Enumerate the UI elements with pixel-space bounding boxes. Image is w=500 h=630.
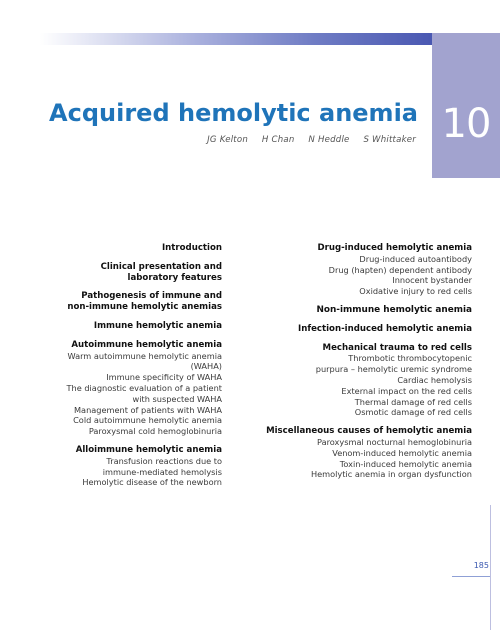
page-number-rule xyxy=(452,576,490,577)
toc-section-heading: Infection-induced hemolytic anemia xyxy=(298,323,472,334)
toc-section-heading: Drug-induced hemolytic anemia xyxy=(317,243,472,253)
toc-subentry: Hemolytic anemia in organ dysfunction xyxy=(310,469,472,480)
author: N Heddle xyxy=(308,135,350,145)
toc-section-heading: Clinical presentation and xyxy=(100,261,222,272)
toc-subentry: with suspected WAHA xyxy=(132,393,222,404)
toc-subentry: Thrombotic thrombocytopenic xyxy=(348,353,472,364)
page-number: 185 xyxy=(473,561,489,570)
toc-spacer xyxy=(60,254,222,262)
toc-subentry: Drug (hapten) dependent antibody xyxy=(328,264,472,275)
toc-subentry: Toxin-induced hemolytic anemia xyxy=(339,458,472,469)
toc-subentry: Cardiac hemolysis xyxy=(397,374,472,385)
toc-spacer xyxy=(230,418,472,426)
toc-subentry: immune-mediated hemolysis xyxy=(102,466,222,477)
toc-subentry: Osmotic damage of red cells xyxy=(354,407,472,418)
author: H Chan xyxy=(261,135,295,145)
toc-section-heading: Mechanical trauma to red cells xyxy=(322,342,472,353)
toc-section-heading: Introduction xyxy=(161,243,222,253)
toc-section-heading: Pathogenesis of immune and xyxy=(81,291,222,302)
toc-subentry: Thermal damage of red cells xyxy=(354,396,472,407)
chapter-tab xyxy=(432,33,500,178)
toc-subentry: The diagnostic evaluation of a patient xyxy=(66,382,222,393)
toc-subentry: Transfusion reactions due to xyxy=(106,455,222,466)
author: JG Kelton xyxy=(207,135,248,145)
toc-subentry: Immune specificity of WAHA xyxy=(106,372,222,383)
toc-subentry: Innocent bystander xyxy=(392,275,472,286)
chapter-title: Acquired hemolytic anemia xyxy=(49,99,418,127)
toc-subentry: Warm autoimmune hemolytic anemia xyxy=(67,350,222,361)
margin-rule xyxy=(490,505,491,630)
contents-right-column xyxy=(230,243,472,480)
toc-subentry: Cold autoimmune hemolytic anemia xyxy=(73,415,222,426)
toc-section-heading: Non-immune hemolytic anemia xyxy=(316,304,472,315)
toc-subentry: External impact on the red cells xyxy=(341,385,472,396)
toc-spacer xyxy=(60,437,222,445)
toc-subentry: Oxidative injury to red cells xyxy=(359,286,472,297)
header-gradient-bar xyxy=(40,33,432,45)
toc-subentry: Venom-induced hemolytic anemia xyxy=(332,447,472,458)
toc-section-heading: Miscellaneous causes of hemolytic anemia xyxy=(266,426,472,437)
toc-subentry: (WAHA) xyxy=(190,361,222,372)
toc-subentry: Drug-induced autoantibody xyxy=(359,253,472,264)
toc-spacer xyxy=(230,297,472,305)
toc-section-heading: Immune hemolytic anemia xyxy=(93,320,222,331)
toc-spacer xyxy=(60,283,222,291)
toc-spacer xyxy=(60,332,222,340)
toc-spacer xyxy=(230,316,472,324)
toc-spacer xyxy=(230,335,472,343)
contents-left-column xyxy=(60,243,222,488)
toc-spacer xyxy=(60,313,222,321)
toc-section-heading: non-immune hemolytic anemias xyxy=(67,302,222,313)
chapter-number: 10 xyxy=(441,101,491,147)
toc-section-heading: laboratory features xyxy=(127,272,222,283)
toc-subentry: Management of patients with WAHA xyxy=(73,404,222,415)
toc-section-heading: Alloimmune hemolytic anemia xyxy=(75,444,222,455)
author-list xyxy=(207,135,416,145)
author: S Whittaker xyxy=(363,135,416,145)
toc-subentry: Paroxysmal nocturnal hemoglobinuria xyxy=(317,436,472,447)
toc-subentry: purpura – hemolytic uremic syndrome xyxy=(315,364,472,375)
toc-subentry: Paroxysmal cold hemoglobinuria xyxy=(88,426,222,437)
toc-section-heading: Autoimmune hemolytic anemia xyxy=(71,339,222,350)
toc-subentry: Hemolytic disease of the newborn xyxy=(82,477,222,488)
